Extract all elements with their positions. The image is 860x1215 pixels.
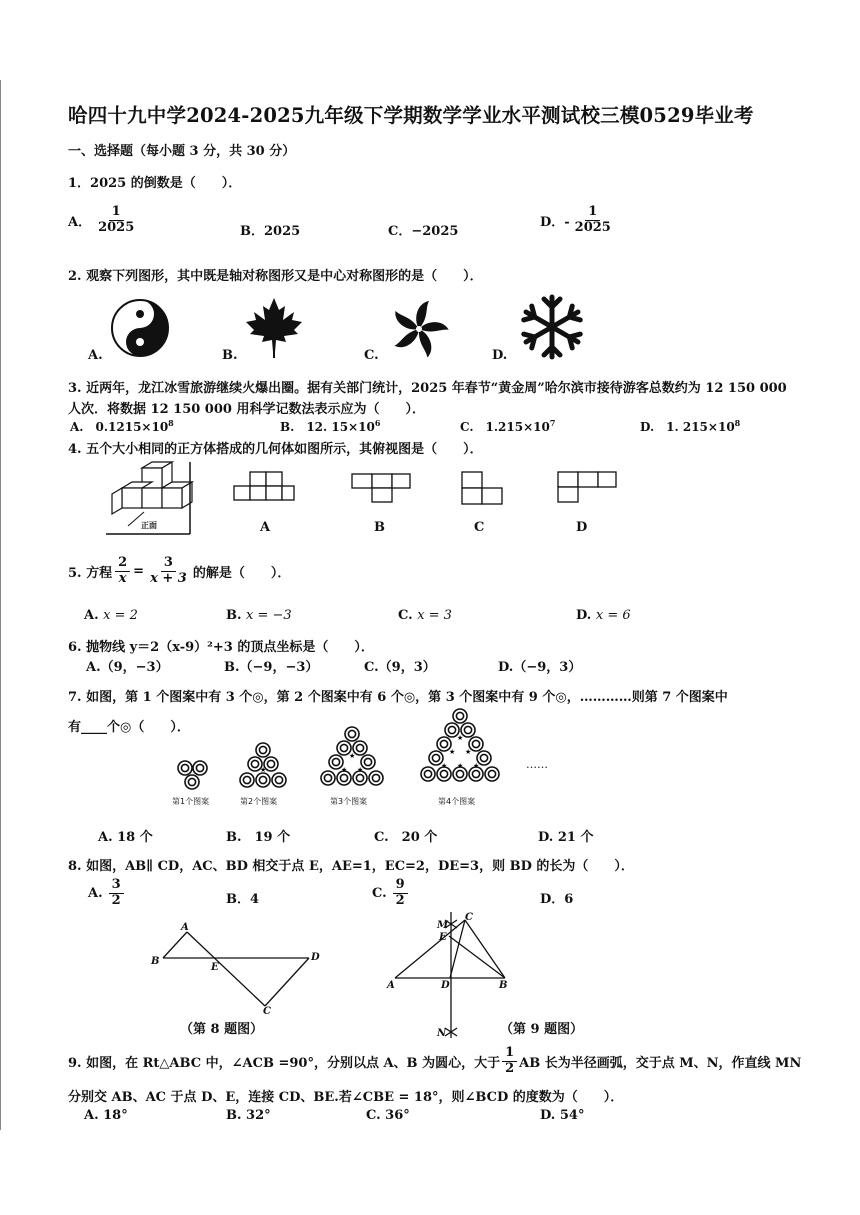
q1-d-fraction: $\frac{1}{2025}$ xyxy=(574,204,611,235)
q7-caption-2: 第2个图案 xyxy=(240,797,278,806)
q9-point-d: D xyxy=(441,980,450,991)
q8-option-b[interactable]: B．4 xyxy=(226,892,260,907)
q8-point-e: E xyxy=(211,962,219,973)
q8-option-c[interactable]: C. $\frac{9}{2}$ xyxy=(372,878,408,909)
q7-option-d[interactable]: D. 21 个 xyxy=(538,830,594,845)
q1-option-b[interactable]: B．2025 xyxy=(240,224,301,239)
q8-point-a: A xyxy=(181,922,189,933)
q5-option-d[interactable]: D. x = 6 xyxy=(576,608,631,623)
q4-stem: 4. 五个大小相同的正方体搭成的几何体如图所示，其俯视图是（ ）． xyxy=(68,442,483,457)
q4-option-b-figure[interactable] xyxy=(350,472,412,504)
q9-line2: 分别交 AB、AC 于点 D、E，连接 CD、BE.若∠CBE = 18°，则∠BCD 的度数为（ ）． xyxy=(68,1090,624,1105)
q9-line1: 9. 如图，在 Rt△ABC 中，∠ACB =90°，分别以点 A、B 为圆心，大于 $\frac{1}{2}$ AB 长为半径画弧，交于点 M、N，作直线 MN xyxy=(68,1045,802,1076)
svg-text:★: ★ xyxy=(457,762,464,770)
svg-text:★: ★ xyxy=(441,762,448,770)
q9-option-b[interactable]: B. 32° xyxy=(226,1108,271,1123)
q7-pattern-figure xyxy=(170,706,510,796)
q6-option-a[interactable]: A.（9，−3） xyxy=(86,660,169,675)
q4-label-c[interactable]: C xyxy=(474,520,485,535)
q1-option-a[interactable]: A． $\frac{1}{2025}$ xyxy=(68,205,137,236)
q2-stem: 2. 观察下列图形，其中既是轴对称图形又是中心对称图形的是（ ）． xyxy=(68,269,483,284)
q1-option-d[interactable]: D．- $\frac{1}{2025}$ xyxy=(540,205,614,236)
q9-option-d[interactable]: D. 54° xyxy=(540,1108,585,1123)
svg-text:★: ★ xyxy=(457,734,464,742)
page-left-border xyxy=(0,80,1,1130)
svg-text:★: ★ xyxy=(473,762,480,770)
q2-label-b[interactable]: B. xyxy=(222,348,238,363)
q2-label-d[interactable]: D. xyxy=(492,348,508,363)
q9-option-a[interactable]: A. 18° xyxy=(84,1108,128,1123)
section-heading: 一、选择题（每小题 3 分，共 30 分） xyxy=(68,144,296,159)
q7-option-b[interactable]: B. 19 个 xyxy=(226,830,291,845)
q8-point-b: B xyxy=(151,956,160,967)
q3-option-a[interactable]: A. $0.1215\times 10^8$ xyxy=(70,418,174,434)
q5-stem: 5. 方程 $\frac{2}{x}$ = $\frac{3}{x + 3}$ 的解是（ ）． xyxy=(68,555,291,586)
snowflake-figure xyxy=(518,294,586,360)
q8-option-d[interactable]: D．6 xyxy=(540,892,574,907)
svg-text:★: ★ xyxy=(449,748,456,756)
exam-title: 哈四十九中学2024-2025九年级下学期数学学业水平测试校三模0529毕业考 xyxy=(68,104,754,127)
q1-option-c[interactable]: C．−2025 xyxy=(388,224,459,239)
svg-text:★: ★ xyxy=(357,766,364,774)
q5-fraction-left: $\frac{2}{x}$ xyxy=(115,556,130,587)
q4-option-a-figure[interactable] xyxy=(232,470,296,502)
q8-figure-caption: （第 8 题图） xyxy=(180,1022,264,1037)
q5-option-c[interactable]: C. x = 3 xyxy=(398,608,452,623)
pattern-4 xyxy=(421,709,499,781)
q3-option-c[interactable]: C. $1.215\times 10^7$ xyxy=(460,418,556,434)
svg-text:★: ★ xyxy=(341,766,348,774)
q7-line2: 有____个◎（ ）． xyxy=(68,720,190,735)
bauhinia-flower-figure xyxy=(388,298,450,360)
maple-leaf-figure xyxy=(244,296,304,360)
q4-option-c-figure[interactable] xyxy=(460,470,506,506)
q9-point-b: B xyxy=(499,980,508,991)
q9-point-m: M xyxy=(437,920,449,931)
q2-label-c[interactable]: C. xyxy=(364,348,379,363)
q9-point-n: N xyxy=(437,1028,447,1039)
q3-line1: 3. 近两年，龙江冰雪旅游继续火爆出圈。据有关部门统计，2025 年春节“黄金周”哈尔滨市接待游客总数约为 12 150 000 xyxy=(68,381,787,396)
q7-ellipsis: …… xyxy=(526,758,548,771)
q2-label-a[interactable]: A. xyxy=(88,348,103,363)
q9-figure-caption: （第 9 题图） xyxy=(500,1022,584,1037)
svg-text:★: ★ xyxy=(465,748,472,756)
q3-option-b[interactable]: B. 12. $15\times 10^6$ xyxy=(280,418,381,434)
q7-caption-3: 第3个图案 xyxy=(330,797,368,806)
q6-option-b[interactable]: B.（−9，−3） xyxy=(224,660,319,675)
svg-text:★: ★ xyxy=(260,766,267,774)
q9-option-c[interactable]: C. 36° xyxy=(366,1108,410,1123)
q7-caption-4: 第4个图案 xyxy=(438,797,476,806)
q6-stem: 6. 抛物线 y＝2（x-9）²+3 的顶点坐标是（ ）． xyxy=(68,640,374,655)
q1-stem: 1．2025 的倒数是（ ）． xyxy=(68,176,242,191)
q5-fraction-right: $\frac{3}{x + 3}$ xyxy=(150,555,187,586)
q3-option-d[interactable]: D. 1. $215\times 10^8$ xyxy=(640,418,741,434)
q3-line2: 人次．将数据 12 150 000 用科学记数法表示应为（ ）． xyxy=(68,402,425,417)
q8-option-a[interactable]: A. $\frac{3}{2}$ xyxy=(88,878,124,909)
q9-point-a: A xyxy=(387,980,395,991)
pattern-1 xyxy=(178,761,207,789)
q4-label-b[interactable]: B xyxy=(374,520,385,535)
q8-geometry-figure xyxy=(145,918,325,1014)
svg-text:★: ★ xyxy=(349,752,356,760)
q9-point-e: E xyxy=(439,932,447,943)
q4-front-label: 正面 xyxy=(141,521,157,530)
pattern-3 xyxy=(321,727,383,785)
q5-option-b[interactable]: B. x = −3 xyxy=(226,608,292,623)
q6-option-d[interactable]: D.（−9，3） xyxy=(498,660,582,675)
q1-a-fraction: $\frac{1}{2025}$ xyxy=(98,204,135,235)
q8-point-d: D xyxy=(311,952,320,963)
q9-point-c: C xyxy=(465,912,473,923)
q8-stem: 8. 如图，AB∥ CD，AC、BD 相交于点 E，AE=1，EC=2，DE=3，则 BD 的长为（ ）． xyxy=(68,859,634,874)
q7-caption-1: 第1个图案 xyxy=(172,797,210,806)
q7-option-a[interactable]: A. 18 个 xyxy=(98,830,153,845)
q4-option-d-figure[interactable] xyxy=(556,470,618,504)
q8-point-c: C xyxy=(263,1006,271,1014)
q7-line1: 7. 如图，第 1 个图案中有 3 个◎，第 2 个图案中有 6 个◎，第 3 个图案中有 9 个◎，…………则第 7 个图案中 xyxy=(68,690,728,705)
q7-option-c[interactable]: C. 20 个 xyxy=(374,830,438,845)
q6-option-c[interactable]: C.（9，3） xyxy=(364,660,436,675)
pattern-2 xyxy=(240,743,286,787)
q4-label-a[interactable]: A xyxy=(260,520,271,535)
q5-option-a[interactable]: A. x = 2 xyxy=(84,608,138,623)
yin-yang-figure xyxy=(110,298,170,358)
q4-label-d[interactable]: D xyxy=(576,520,588,535)
